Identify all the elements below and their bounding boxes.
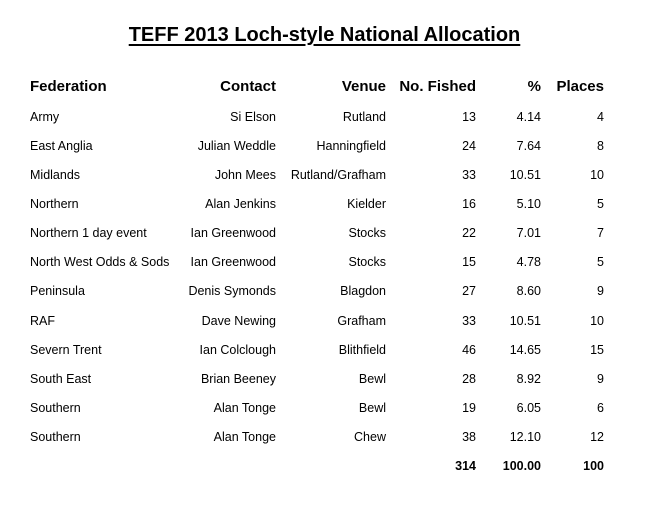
table-row [0, 369, 649, 389]
contact-cell: Brian Beeney [200, 372, 276, 386]
federation-cell: Southern [30, 401, 81, 415]
federation-cell: Northern 1 day event [30, 226, 147, 240]
venue-cell: Stocks [348, 226, 386, 240]
table-row [0, 311, 649, 331]
places-cell: 5 [597, 197, 604, 211]
percent-cell: 10.51 [509, 168, 541, 182]
table-row [0, 223, 649, 243]
percent-cell: 14.65 [509, 343, 541, 357]
venue-cell: Hanningfield [316, 139, 386, 153]
header-contact: Contact [220, 78, 276, 95]
percent-cell: 7.64 [516, 139, 541, 153]
fished-cell: 38 [462, 430, 476, 444]
fished-cell: 13 [462, 110, 476, 124]
contact-cell: Si Elson [230, 110, 276, 124]
places-cell: 9 [597, 284, 604, 298]
places-cell: 5 [597, 255, 604, 269]
contact-cell: Alan Tonge [213, 401, 276, 415]
percent-cell: 8.60 [516, 284, 541, 298]
total-percent: 100.00 [502, 459, 541, 473]
contact-cell: Ian Greenwood [190, 226, 276, 240]
header-percent: % [527, 78, 541, 95]
venue-cell: Chew [354, 430, 386, 444]
federation-cell: RAF [30, 314, 55, 328]
venue-cell: Rutland [342, 110, 386, 124]
fished-cell: 28 [462, 372, 476, 386]
table-row [0, 398, 649, 418]
percent-cell: 8.92 [516, 372, 541, 386]
contact-cell: Alan Jenkins [205, 197, 276, 211]
fished-cell: 19 [462, 401, 476, 415]
places-cell: 8 [597, 139, 604, 153]
venue-cell: Grafham [337, 314, 386, 328]
table-row [0, 136, 649, 156]
fished-cell: 16 [462, 197, 476, 211]
table-row [0, 340, 649, 360]
total-fished: 314 [455, 459, 476, 473]
places-cell: 10 [590, 314, 604, 328]
places-cell: 4 [597, 110, 604, 124]
federation-cell: Severn Trent [30, 343, 102, 357]
places-cell: 7 [597, 226, 604, 240]
contact-cell: Ian Colclough [199, 343, 276, 357]
venue-cell: Blithfield [338, 343, 386, 357]
fished-cell: 27 [462, 284, 476, 298]
fished-cell: 15 [462, 255, 476, 269]
contact-cell: Denis Symonds [188, 284, 276, 298]
federation-cell: Southern [30, 430, 81, 444]
contact-cell: Alan Tonge [213, 430, 276, 444]
venue-cell: Bewl [358, 401, 386, 415]
table-row [0, 107, 649, 127]
table-header-row [0, 77, 649, 97]
percent-cell: 4.78 [516, 255, 541, 269]
fished-cell: 33 [462, 314, 476, 328]
venue-cell: Kielder [347, 197, 386, 211]
places-cell: 12 [590, 430, 604, 444]
federation-cell: South East [30, 372, 92, 386]
percent-cell: 10.51 [509, 314, 541, 328]
percent-cell: 12.10 [509, 430, 541, 444]
federation-cell: Peninsula [30, 284, 85, 298]
places-cell: 10 [590, 168, 604, 182]
table-row [0, 194, 649, 214]
federation-cell: Northern [30, 197, 79, 211]
federation-cell: North West Odds & Sods [30, 255, 170, 269]
header-no-fished: No. Fished [399, 78, 476, 95]
fished-cell: 22 [462, 226, 476, 240]
federation-cell: Midlands [30, 168, 81, 182]
federation-cell: East Anglia [30, 139, 93, 153]
venue-cell: Stocks [348, 255, 386, 269]
header-places: Places [556, 78, 604, 95]
fished-cell: 46 [462, 343, 476, 357]
federation-cell: Army [30, 110, 60, 124]
fished-cell: 33 [462, 168, 476, 182]
totals-row [0, 456, 649, 476]
places-cell: 15 [590, 343, 604, 357]
percent-cell: 6.05 [516, 401, 541, 415]
venue-cell: Bewl [358, 372, 386, 386]
page-title: TEFF 2013 Loch-style National Allocation [128, 24, 521, 46]
venue-cell: Rutland/Grafham [290, 168, 386, 182]
table-row [0, 165, 649, 185]
percent-cell: 4.14 [516, 110, 541, 124]
table-row [0, 252, 649, 272]
header-venue: Venue [341, 78, 386, 95]
contact-cell: Dave Newing [201, 314, 276, 328]
table-row [0, 427, 649, 447]
table-row [0, 281, 649, 301]
places-cell: 6 [597, 401, 604, 415]
fished-cell: 24 [462, 139, 476, 153]
venue-cell: Blagdon [340, 284, 386, 298]
contact-cell: Ian Greenwood [190, 255, 276, 269]
percent-cell: 5.10 [516, 197, 541, 211]
total-places: 100 [583, 459, 604, 473]
contact-cell: John Mees [214, 168, 276, 182]
percent-cell: 7.01 [516, 226, 541, 240]
header-federation: Federation [30, 78, 107, 95]
places-cell: 9 [597, 372, 604, 386]
contact-cell: Julian Weddle [197, 139, 276, 153]
